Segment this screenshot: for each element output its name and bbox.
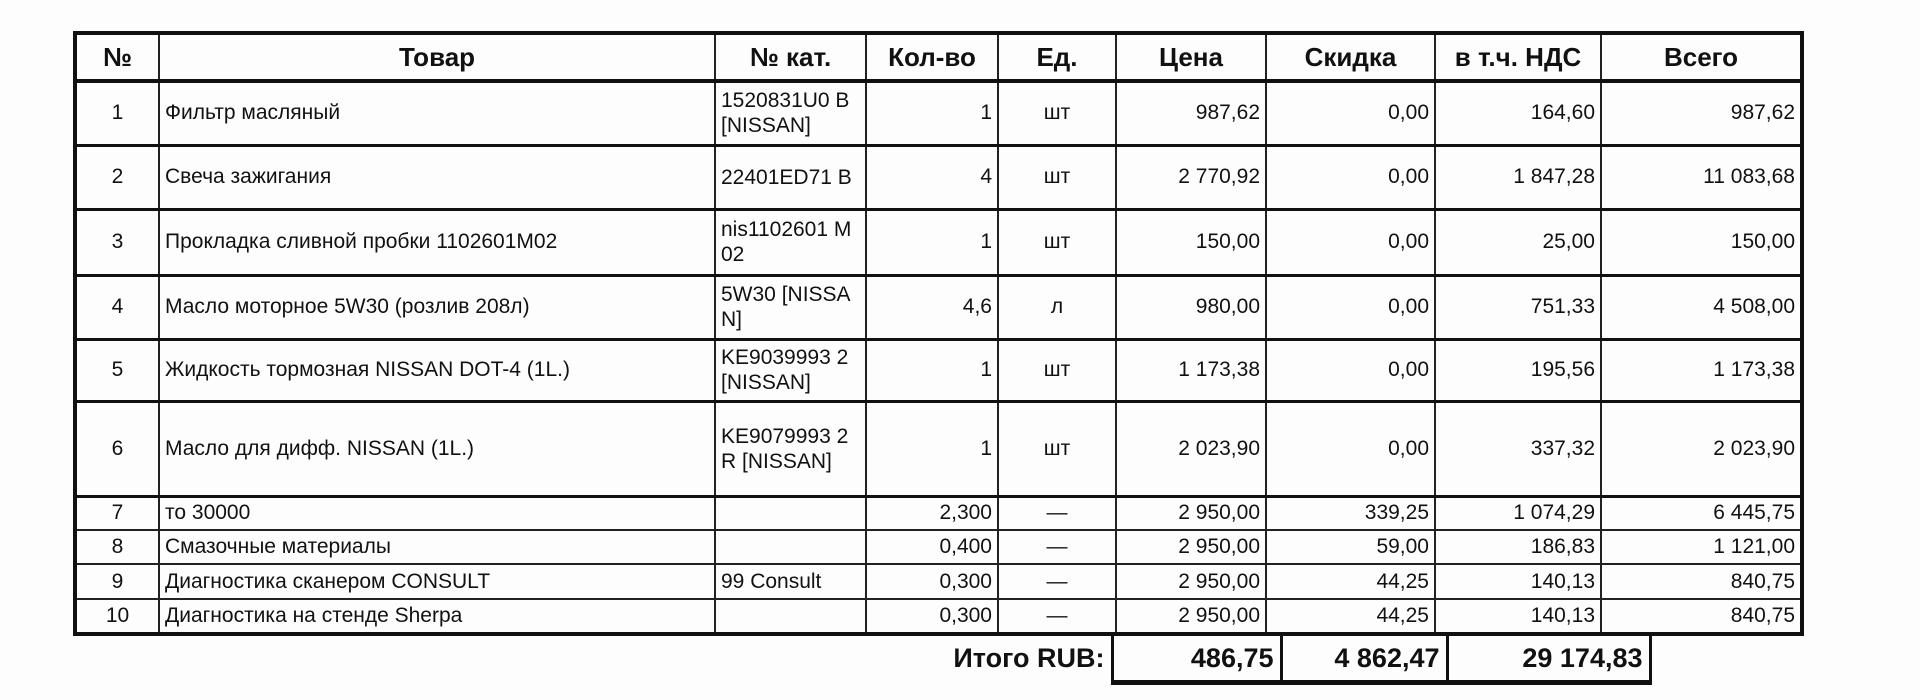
table-row: [75, 275, 1802, 339]
item-name-cell: то 30000: [159, 496, 715, 530]
totals-row: [73, 635, 1650, 683]
totals-label: Итого RUB:: [953, 643, 1105, 673]
vat-cell: 25,00: [1435, 209, 1601, 275]
catalog-number-cell: 1520831U0 B [NISSAN]: [715, 81, 866, 145]
unit-cell: —: [998, 599, 1116, 634]
price-cell: 1 173,38: [1116, 339, 1266, 401]
quantity-cell: 1: [866, 339, 998, 401]
quantity-cell: 4: [866, 145, 998, 209]
unit-cell: л: [998, 275, 1116, 339]
discount-cell: 0,00: [1266, 401, 1435, 496]
table-row: [75, 81, 1802, 145]
quantity-cell: 0,300: [866, 599, 998, 634]
table-row: [75, 145, 1802, 209]
vat-cell: 1 847,28: [1435, 145, 1601, 209]
table-row: [75, 564, 1802, 599]
price-cell: 2 950,00: [1116, 496, 1266, 530]
col-header-quantity: Кол-во: [866, 33, 998, 81]
quantity-cell: 0,400: [866, 530, 998, 564]
row-number-cell: 8: [75, 530, 159, 564]
line-total-cell: 1 121,00: [1601, 530, 1802, 564]
price-cell: 2 950,00: [1116, 530, 1266, 564]
vat-cell: 751,33: [1435, 275, 1601, 339]
item-name-cell: Смазочные материалы: [159, 530, 715, 564]
catalog-number-cell: nis1102601 M02: [715, 209, 866, 275]
discount-cell: 0,00: [1266, 339, 1435, 401]
totals-discount: 486,75: [1112, 635, 1281, 683]
vat-cell: 1 074,29: [1435, 496, 1601, 530]
line-total-cell: 840,75: [1601, 564, 1802, 599]
vat-cell: 195,56: [1435, 339, 1601, 401]
row-number-cell: 10: [75, 599, 159, 634]
table-row: [75, 339, 1802, 401]
discount-cell: 59,00: [1266, 530, 1435, 564]
catalog-number-cell: 22401ED71 B: [715, 145, 866, 209]
price-cell: 980,00: [1116, 275, 1266, 339]
price-cell: 987,62: [1116, 81, 1266, 145]
quantity-cell: 1: [866, 81, 998, 145]
item-name-cell: Масло для дифф. NISSAN (1L.): [159, 401, 715, 496]
totals-table: [73, 633, 1652, 685]
price-cell: 150,00: [1116, 209, 1266, 275]
item-name-cell: Диагностика сканером CONSULT: [159, 564, 715, 599]
unit-cell: шт: [998, 145, 1116, 209]
discount-cell: 0,00: [1266, 81, 1435, 145]
table-row: [75, 496, 1802, 530]
row-number-cell: 3: [75, 209, 159, 275]
col-header-total: Всего: [1601, 33, 1802, 81]
vat-cell: 186,83: [1435, 530, 1601, 564]
item-name-cell: Диагностика на стенде Sherpa: [159, 599, 715, 634]
quantity-cell: 1: [866, 209, 998, 275]
row-number-cell: 6: [75, 401, 159, 496]
items-table: [73, 31, 1804, 636]
col-header-item: Товар: [159, 33, 715, 81]
totals-vat: 4 862,47: [1281, 635, 1447, 683]
table-row: [75, 530, 1802, 564]
catalog-number-cell: KE9079993 2R [NISSAN]: [715, 401, 866, 496]
row-number-cell: 5: [75, 339, 159, 401]
line-total-cell: 1 173,38: [1601, 339, 1802, 401]
col-header-number: №: [75, 33, 159, 81]
totals-total: 29 174,83: [1447, 635, 1650, 683]
col-header-vat: в т.ч. НДС: [1435, 33, 1601, 81]
quantity-cell: 2,300: [866, 496, 998, 530]
col-header-price: Цена: [1116, 33, 1266, 81]
row-number-cell: 4: [75, 275, 159, 339]
vat-cell: 164,60: [1435, 81, 1601, 145]
table-row: [75, 599, 1802, 634]
discount-cell: 339,25: [1266, 496, 1435, 530]
table-row: [75, 401, 1802, 496]
catalog-number-cell: [715, 496, 866, 530]
price-cell: 2 950,00: [1116, 564, 1266, 599]
catalog-number-cell: KE9039993 2 [NISSAN]: [715, 339, 866, 401]
quantity-cell: 0,300: [866, 564, 998, 599]
unit-cell: шт: [998, 209, 1116, 275]
line-total-cell: 6 445,75: [1601, 496, 1802, 530]
row-number-cell: 2: [75, 145, 159, 209]
item-name-cell: Фильтр масляный: [159, 81, 715, 145]
line-total-cell: 840,75: [1601, 599, 1802, 634]
vat-cell: 337,32: [1435, 401, 1601, 496]
line-total-cell: 150,00: [1601, 209, 1802, 275]
col-header-unit: Ед.: [998, 33, 1116, 81]
catalog-number-cell: [715, 599, 866, 634]
unit-cell: —: [998, 530, 1116, 564]
line-total-cell: 11 083,68: [1601, 145, 1802, 209]
catalog-number-cell: [715, 530, 866, 564]
unit-cell: —: [998, 496, 1116, 530]
line-total-cell: 2 023,90: [1601, 401, 1802, 496]
price-cell: 2 023,90: [1116, 401, 1266, 496]
item-name-cell: Жидкость тормозная NISSAN DOT-4 (1L.): [159, 339, 715, 401]
quantity-cell: 1: [866, 401, 998, 496]
discount-cell: 44,25: [1266, 564, 1435, 599]
catalog-number-cell: 99 Consult: [715, 564, 866, 599]
unit-cell: шт: [998, 81, 1116, 145]
discount-cell: 0,00: [1266, 145, 1435, 209]
catalog-number-cell: 5W30 [NISSAN]: [715, 275, 866, 339]
discount-cell: 44,25: [1266, 599, 1435, 634]
table-row: [75, 209, 1802, 275]
line-total-cell: 987,62: [1601, 81, 1802, 145]
discount-cell: 0,00: [1266, 275, 1435, 339]
unit-cell: —: [998, 564, 1116, 599]
col-header-discount: Скидка: [1266, 33, 1435, 81]
item-name-cell: Свеча зажигания: [159, 145, 715, 209]
item-name-cell: Прокладка сливной пробки 1102601M02: [159, 209, 715, 275]
discount-cell: 0,00: [1266, 209, 1435, 275]
table-header-row: [75, 33, 1802, 81]
col-header-catalog: № кат.: [715, 33, 866, 81]
row-number-cell: 9: [75, 564, 159, 599]
invoice-items: [73, 31, 1804, 673]
row-number-cell: 7: [75, 496, 159, 530]
row-number-cell: 1: [75, 81, 159, 145]
quantity-cell: 4,6: [866, 275, 998, 339]
vat-cell: 140,13: [1435, 564, 1601, 599]
vat-cell: 140,13: [1435, 599, 1601, 634]
unit-cell: шт: [998, 401, 1116, 496]
item-name-cell: Масло моторное 5W30 (розлив 208л): [159, 275, 715, 339]
price-cell: 2 770,92: [1116, 145, 1266, 209]
unit-cell: шт: [998, 339, 1116, 401]
price-cell: 2 950,00: [1116, 599, 1266, 634]
line-total-cell: 4 508,00: [1601, 275, 1802, 339]
